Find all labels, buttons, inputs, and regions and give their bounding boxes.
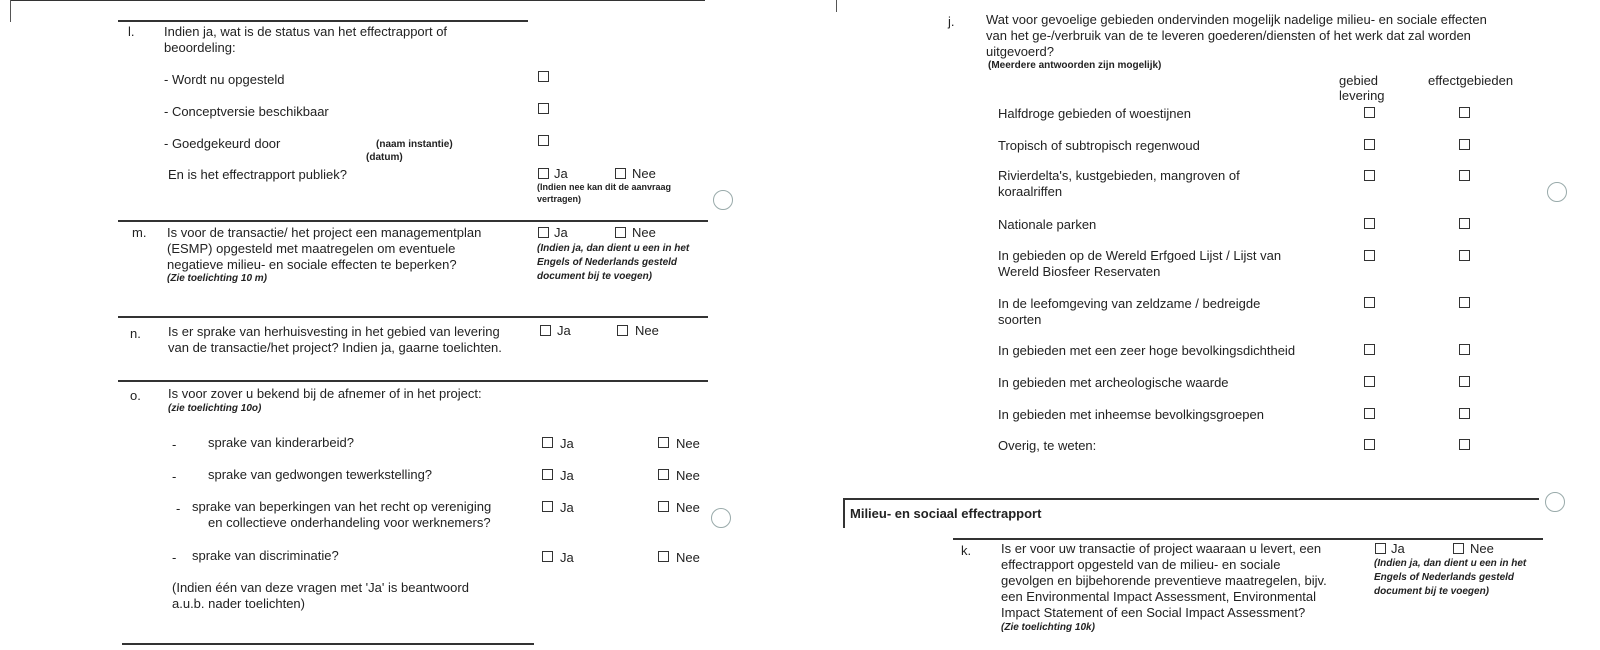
- vereniging-nee-label: Nee: [676, 500, 700, 515]
- j-row-bevolkingsdichtheid: In gebieden met een zeer hoge bevolkingsdichtheid: [998, 343, 1296, 358]
- o-item-gedwongen-tewerkstelling: sprake van gedwongen tewerkstelling?: [208, 467, 433, 482]
- m-ja-label: Ja: [554, 225, 568, 240]
- divider-o: [118, 380, 708, 382]
- checkbox-overig-effect[interactable]: [1459, 439, 1470, 450]
- tewerkstelling-nee-label: Nee: [676, 468, 700, 483]
- o-item-vereniging-1: sprake van beperkingen van het recht op vereniging: [192, 499, 492, 514]
- question-k-text-2: effectrapport opgesteld van de milieu- en sociale: [1001, 557, 1281, 572]
- punch-hole-4: [1545, 492, 1565, 512]
- checkbox-publiek-ja[interactable]: [538, 168, 549, 179]
- checkbox-halfdroge-effect[interactable]: [1459, 107, 1470, 118]
- checkbox-vereniging-nee[interactable]: [658, 501, 669, 512]
- checkbox-m-nee[interactable]: [615, 227, 626, 238]
- checkbox-leefomgeving-effect[interactable]: [1459, 297, 1470, 308]
- j-row-rivierdeltas-1: Rivierdelta's, kustgebieden, mangroven of: [998, 168, 1240, 183]
- checkbox-vereniging-ja[interactable]: [542, 501, 553, 512]
- question-o-ref: (zie toelichting 10o): [168, 403, 262, 414]
- checkbox-archeologische-effect[interactable]: [1459, 376, 1470, 387]
- question-letter-l: l.: [128, 24, 135, 39]
- checkbox-tewerkstelling-nee[interactable]: [658, 469, 669, 480]
- checkbox-nationale-parken-effect[interactable]: [1459, 218, 1470, 229]
- o-dash-2: -: [172, 469, 177, 484]
- discriminatie-nee-label: Nee: [676, 550, 700, 565]
- checkbox-erfgoed-effect[interactable]: [1459, 250, 1470, 261]
- scan-edge-top: [10, 0, 705, 1]
- checkbox-regenwoud-gebied[interactable]: [1364, 139, 1375, 150]
- n-ja-label: Ja: [557, 323, 571, 338]
- checkbox-halfdroge-gebied[interactable]: [1364, 107, 1375, 118]
- divider-k: [953, 538, 1543, 540]
- j-row-erfgoed-1: In gebieden op de Wereld Erfgoed Lijst / Lijst van: [998, 248, 1282, 263]
- checkbox-erfgoed-gebied[interactable]: [1364, 250, 1375, 261]
- question-letter-o: o.: [130, 388, 141, 403]
- question-o-text: Is voor zover u bekend bij de afnemer of in het project:: [168, 386, 482, 401]
- punch-hole-3: [1547, 182, 1567, 202]
- col-header-gebied: gebied: [1339, 73, 1379, 88]
- question-letter-j: j.: [948, 14, 955, 29]
- question-m-text-2: (ESMP) opgesteld met maatregelen om eventuele: [167, 241, 456, 256]
- divider-m: [118, 220, 708, 222]
- question-j-text-1: Wat voor gevoelige gebieden ondervinden mogelijk nadelige milieu- en sociale effecten: [986, 12, 1487, 27]
- k-note-2: Engels of Nederlands gesteld: [1374, 572, 1515, 583]
- question-n-text-2: van de transactie/het project? Indien ja, gaarne toelichten.: [168, 340, 502, 355]
- question-letter-k: k.: [961, 543, 972, 558]
- o-dash-3: -: [176, 501, 181, 516]
- kinderarbeid-nee-label: Nee: [676, 436, 700, 451]
- divider-bottom-left: [122, 643, 534, 645]
- checkbox-rivierdeltas-gebied[interactable]: [1364, 170, 1375, 181]
- tewerkstelling-ja-label: Ja: [560, 468, 574, 483]
- option-conceptversie: - Conceptversie beschikbaar: [164, 104, 329, 119]
- m-nee-label: Nee: [632, 225, 656, 240]
- o-item-discriminatie: sprake van discriminatie?: [192, 548, 339, 563]
- question-k-text-4: een Environmental Impact Assessment, Environmental: [1001, 589, 1317, 604]
- m-note-3: document bij te voegen): [537, 271, 653, 282]
- checkbox-wordt-nu-opgesteld[interactable]: [538, 71, 549, 82]
- checkbox-inheemse-gebied[interactable]: [1364, 408, 1375, 419]
- checkbox-publiek-nee[interactable]: [615, 168, 626, 179]
- checkbox-bevolkingsdichtheid-effect[interactable]: [1459, 344, 1470, 355]
- kinderarbeid-ja-label: Ja: [560, 436, 574, 451]
- scan-edge-left: [10, 0, 11, 22]
- checkbox-rivierdeltas-effect[interactable]: [1459, 170, 1470, 181]
- j-row-overig: Overig, te weten:: [998, 438, 1097, 453]
- checkbox-nationale-parken-gebied[interactable]: [1364, 218, 1375, 229]
- o-item-kinderarbeid: sprake van kinderarbeid?: [208, 435, 354, 450]
- publiek-nee-note-2: vertragen): [537, 194, 582, 204]
- question-m-text-3: negatieve milieu- en sociale effecten te beperken?: [167, 257, 457, 272]
- question-m-text-1: Is voor de transactie/ het project een managementplan: [167, 225, 482, 240]
- publiek-ja-label: Ja: [554, 166, 568, 181]
- checkbox-k-nee[interactable]: [1453, 543, 1464, 554]
- checkbox-goedgekeurd-door[interactable]: [538, 135, 549, 146]
- publiek-nee-note-1: (Indien nee kan dit de aanvraag: [537, 182, 672, 192]
- question-k-ref: (Zie toelichting 10k): [1001, 622, 1095, 633]
- j-row-archeologische: In gebieden met archeologische waarde: [998, 375, 1229, 390]
- section-divider: [843, 498, 1539, 500]
- question-letter-n: n.: [130, 326, 141, 341]
- col-header-levering: levering: [1339, 88, 1385, 103]
- discriminatie-ja-label: Ja: [560, 550, 574, 565]
- question-l-text-2: beoordeling:: [164, 40, 236, 55]
- checkbox-discriminatie-ja[interactable]: [542, 551, 553, 562]
- k-note-3: document bij te voegen): [1374, 586, 1490, 597]
- o-dash-1: -: [172, 437, 177, 452]
- j-row-leefomgeving-2: soorten: [998, 312, 1042, 327]
- checkbox-tewerkstelling-ja[interactable]: [542, 469, 553, 480]
- j-row-inheemse: In gebieden met inheemse bevolkingsgroepen: [998, 407, 1264, 422]
- col-header-effectgebieden: effectgebieden: [1428, 73, 1514, 88]
- k-nee-label: Nee: [1470, 541, 1494, 556]
- question-n-text-1: Is er sprake van herhuisvesting in het gebied van levering: [168, 324, 500, 339]
- checkbox-archeologische-gebied[interactable]: [1364, 376, 1375, 387]
- j-row-rivierdeltas-2: koraalriffen: [998, 184, 1063, 199]
- checkbox-regenwoud-effect[interactable]: [1459, 139, 1470, 150]
- option-goedgekeurd-door: - Goedgekeurd door: [164, 136, 281, 151]
- m-note-1: (Indien ja, dan dient u een in het: [537, 243, 690, 254]
- o-item-vereniging-2: en collectieve onderhandeling voor werknemers?: [208, 515, 491, 530]
- o-footer-1: (Indien één van deze vragen met 'Ja' is beantwoord: [172, 580, 469, 595]
- naam-instantie-hint: (naam instantie): [376, 139, 453, 150]
- o-dash-4: -: [172, 550, 177, 565]
- j-row-erfgoed-2: Wereld Biosfeer Reservaten: [998, 264, 1161, 279]
- checkbox-kinderarbeid-ja[interactable]: [542, 437, 553, 448]
- k-note-1: (Indien ja, dan dient u een in het: [1374, 558, 1527, 569]
- question-m-ref: (Zie toelichting 10 m): [167, 273, 268, 284]
- punch-hole-2: [711, 508, 731, 528]
- question-l-text-1: Indien ja, wat is de status van het effectrapport of: [164, 24, 448, 39]
- checkbox-discriminatie-nee[interactable]: [658, 551, 669, 562]
- checkbox-leefomgeving-gebied[interactable]: [1364, 297, 1375, 308]
- publiek-nee-label: Nee: [632, 166, 656, 181]
- question-letter-m: m.: [132, 225, 147, 240]
- vereniging-ja-label: Ja: [560, 500, 574, 515]
- option-wordt-nu-opgesteld: - Wordt nu opgesteld: [164, 72, 285, 87]
- n-nee-label: Nee: [635, 323, 659, 338]
- question-k-text-1: Is er voor uw transactie of project waaraan u levert, een: [1001, 541, 1322, 556]
- j-row-halfdroge: Halfdroge gebieden of woestijnen: [998, 106, 1191, 121]
- question-k-text-5: Impact Statement of een Social Impact Assessment?: [1001, 605, 1306, 620]
- checkbox-kinderarbeid-nee[interactable]: [658, 437, 669, 448]
- j-row-nationale-parken: Nationale parken: [998, 217, 1097, 232]
- checkbox-m-ja[interactable]: [538, 227, 549, 238]
- scan-edge-right: [836, 0, 837, 12]
- checkbox-conceptversie[interactable]: [538, 103, 549, 114]
- publiek-question: En is het effectrapport publiek?: [168, 167, 347, 182]
- k-ja-label: Ja: [1391, 541, 1405, 556]
- section-left-edge: [843, 498, 845, 528]
- checkbox-inheemse-effect[interactable]: [1459, 408, 1470, 419]
- question-k-text-3: gevolgen en bijbehorende preventieve maatregelen, bijv.: [1001, 573, 1327, 588]
- checkbox-k-ja[interactable]: [1375, 543, 1386, 554]
- m-note-2: Engels of Nederlands gesteld: [537, 257, 678, 268]
- punch-hole-1: [713, 190, 733, 210]
- checkbox-n-nee[interactable]: [617, 325, 628, 336]
- divider-n: [118, 316, 708, 318]
- question-j-text-2: van het ge-/verbruik van de te leveren goederen/diensten of het werk dat zal worden: [986, 28, 1471, 43]
- j-row-leefomgeving-1: In de leefomgeving van zeldzame / bedreigde: [998, 296, 1261, 311]
- section-title: Milieu- en sociaal effectrapport: [850, 506, 1042, 521]
- j-row-regenwoud: Tropisch of subtropisch regenwoud: [998, 138, 1200, 153]
- o-footer-2: a.u.b. nader toelichten): [172, 596, 305, 611]
- question-j-text-3: uitgevoerd?: [986, 44, 1054, 59]
- datum-hint: (datum): [366, 152, 403, 163]
- divider-l-top: [118, 20, 528, 22]
- checkbox-bevolkingsdichtheid-gebied[interactable]: [1364, 344, 1375, 355]
- question-j-note: (Meerdere antwoorden zijn mogelijk): [988, 60, 1162, 71]
- checkbox-n-ja[interactable]: [540, 325, 551, 336]
- checkbox-overig-gebied[interactable]: [1364, 439, 1375, 450]
